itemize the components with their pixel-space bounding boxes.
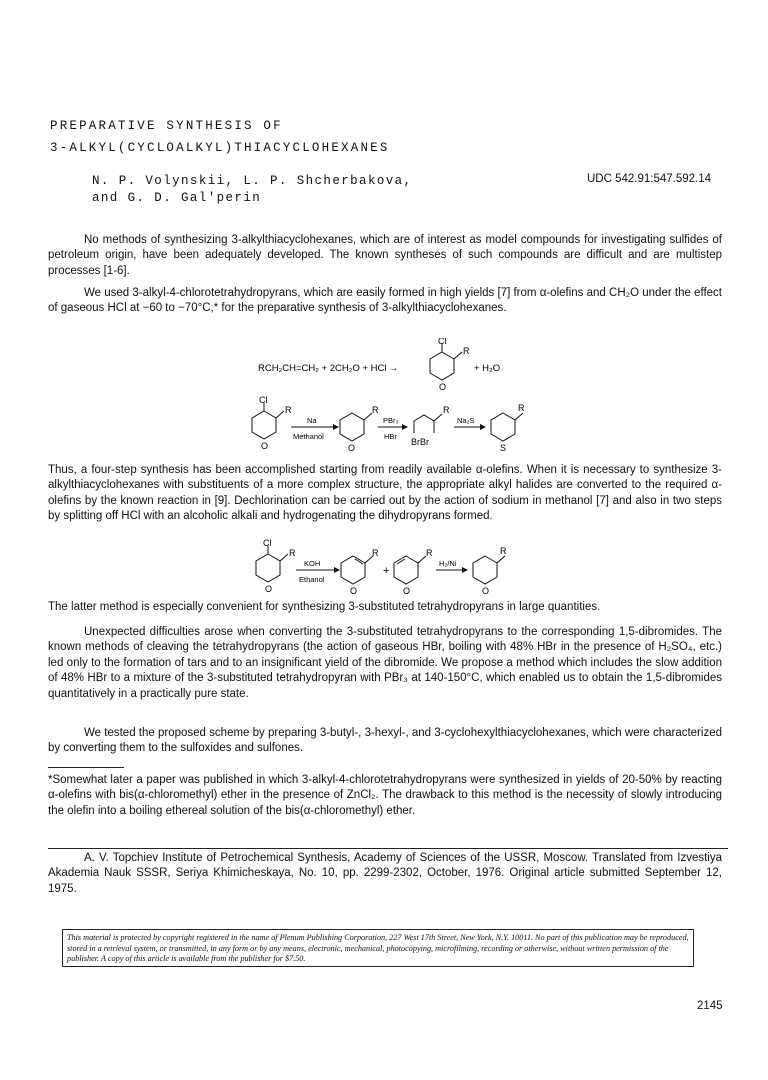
authors-line-2: and G. D. Gal'perin: [92, 191, 262, 205]
scheme3-plus: +: [383, 565, 390, 577]
scheme3-o-label-3: O: [403, 586, 411, 596]
scheme1-product-ring: [430, 344, 462, 380]
paragraph-intro: No methods of synthesizing 3-alkylthiacyclohexanes, which are of interest as model compounds for investigating sulfides of petroleum origin, have been adequately developed. The known syntheses of such compounds are difficult and are multistep processes [1-6].: [48, 234, 722, 277]
scheme2-dibromide-chain: [414, 414, 442, 433]
affiliation: A. V. Topchiev Institute of Petrochemical Synthesis, Academy of Sciences of the USSR, Moscow. Translated from Izvestiya Akademia Nauk SSSR, Seriya Khimicheskaya, No. 10, pp. 2299-2302, October, 1976. Original article submitted September 12, 1975.: [48, 852, 722, 895]
scheme2-arrowhead-3: [480, 424, 486, 430]
page-number: 2145: [697, 1000, 723, 1012]
scheme3-r-label-1: R: [289, 548, 296, 558]
copyright-notice: This material is protected by copyright registered in the name of Plenum Publishing Corporation, 227 West 17th Street, New York, N.Y. 10011. No part of this publication may be reproduced, stored in a retrieval system, or transmitted, in any form or by any means, electronic, mechanical, photocopying, microfilming, recording or otherwise, without written permission of the publisher. A copy of this article is available from the publisher for $7.50.: [62, 929, 694, 967]
scheme2-step1-solvent: Methanol: [293, 432, 324, 441]
udc-code: UDC 542.91:547.592.14: [587, 173, 712, 185]
scheme2-step2-acid: HBr: [384, 432, 397, 441]
scheme3-step1-solvent: Ethanol: [299, 575, 325, 584]
scheme2-r-label-1: R: [285, 405, 292, 415]
scheme2-r-label-3: R: [443, 405, 450, 415]
paragraph-four-step-synthesis: Thus, a four-step synthesis has been accomplished starting from readily available α-olefins. When it is necessary to synthesize 3-alkylthiacyclohexanes with substituents of a more complex structure, the appropriate alkyl halides are converted to the required α-olefins by the known reaction in [9]. Dechlorination can be carried out by the action of sodium in methanol [7] and also in two steps by splitting off HCl with an alcoholic alkali and hydrogenating the dihydropyrans formed.: [48, 464, 722, 523]
scheme3-o-label-1: O: [265, 584, 273, 594]
scheme3-cl-label: Cl: [263, 538, 272, 548]
scheme2-cl-label: Cl: [259, 395, 268, 405]
authors: [92, 173, 412, 207]
scheme3-r-label-2: R: [372, 548, 379, 558]
scheme3-dihydropyran-ring-2: [394, 556, 426, 584]
scheme3-step2-reagent: H₂/Ni: [439, 559, 457, 568]
scheme3-o-label-2: O: [350, 586, 358, 596]
scheme3-dihydropyran-ring-1: [341, 556, 373, 584]
scheme2-thp-ring: [340, 413, 372, 441]
scheme3-thp-ring: [473, 556, 505, 584]
scheme1-reactants: RCH₂CH=CH₂ + 2CH₂O + HCl →: [258, 363, 399, 374]
scheme2-step3-reagent: Na₂S: [457, 416, 475, 425]
scheme3-r-label-3: R: [426, 548, 433, 558]
scheme2-arrowhead-1: [333, 424, 339, 430]
scheme3-r-label-4: R: [500, 546, 507, 556]
affiliation-divider: [48, 848, 728, 849]
scheme3-arrowhead-1: [334, 567, 340, 573]
reaction-scheme-1: [0, 338, 768, 396]
footnote: *Somewhat later a paper was published in which 3-alkyl-4-chlorotetrahydropyrans were synthesized in yields of 20-50% by reacting α-olefins with bis(α-chloromethyl) ether in the presence of ZnCl₂. The drawback to this method is the necessity of slowly introducing the olefin into a boiling ethereal solution of the bis(α-chloromethyl) ether.: [48, 774, 722, 817]
scheme1-water: + H₂O: [474, 363, 501, 374]
title-line-2: 3-ALKYL(CYCLOALKYL)THIACYCLOHEXANES: [50, 141, 390, 155]
paragraph-difficulties: Unexpected difficulties arose when converting the 3-substituted tetrahydropyrans to the corresponding 1,5-dibromides. The known methods of cleaving the tetrahydropyrans (the action of gaseous HBr, boiling with 48% HBr in the presence of H₂SO₄, etc.) led only to the formation of tars and to an insignificant yield of the dibromide. We propose a method which includes the slow addition of 48% HBr to a mixture of the 3-substituted tetrahydropyran with PBr₃ at 140-150°C, which enabled us to obtain the 1,5-dibromides quantitatively in a practically pure state.: [48, 626, 722, 700]
title-line-1: PREPARATIVE SYNTHESIS OF: [50, 119, 283, 133]
scheme1-r-label: R: [463, 346, 470, 356]
reaction-scheme-2: [0, 395, 768, 457]
scheme2-thiane-ring: [491, 413, 523, 441]
authors-line-1: N. P. Volynskii, L. P. Shcherbakova,: [92, 174, 413, 188]
scheme2-s-label: S: [500, 443, 507, 453]
scheme2-o-label-2: O: [348, 443, 356, 453]
scheme3-chloro-ring: [256, 546, 288, 582]
scheme3-o-label-4: O: [482, 586, 490, 596]
scheme2-chloro-ring: [252, 403, 284, 439]
footnote-divider: [48, 767, 124, 768]
scheme2-arrowhead-2: [402, 424, 408, 430]
scheme2-br-label: BrBr: [411, 437, 429, 447]
scheme1-cl-label: Cl: [438, 338, 447, 346]
scheme3-step1-reagent: KOH: [304, 559, 321, 568]
scheme2-o-label-1: O: [261, 441, 269, 451]
scheme3-arrowhead-2: [462, 567, 468, 573]
scheme2-r-label-4: R: [518, 403, 525, 413]
paragraph-tested-scheme: We tested the proposed scheme by preparing 3-butyl-, 3-hexyl-, and 3-cyclohexylthiacyclohexanes, which were characterized by converting them to the sulfoxides and sulfones.: [48, 727, 722, 755]
reaction-scheme-3: [0, 538, 768, 598]
paragraph-latter-method: The latter method is especially convenient for synthesizing 3-substituted tetrahydropyrans in large quantities.: [48, 601, 601, 613]
scheme2-step1-reagent: Na: [307, 416, 317, 425]
scheme2-r-label-2: R: [372, 405, 379, 415]
scheme1-o-label: O: [439, 382, 447, 392]
scheme2-step2-reagent: PBr₃: [383, 416, 399, 425]
paragraph-method: We used 3-alkyl-4-chlorotetrahydropyrans, which are easily formed in high yields [7] from α-olefins and CH₂O under the effect of gaseous HCl at −60 to −70°C,* for the preparative synthesis of 3-alkylthiacyclohexanes.: [48, 287, 722, 315]
